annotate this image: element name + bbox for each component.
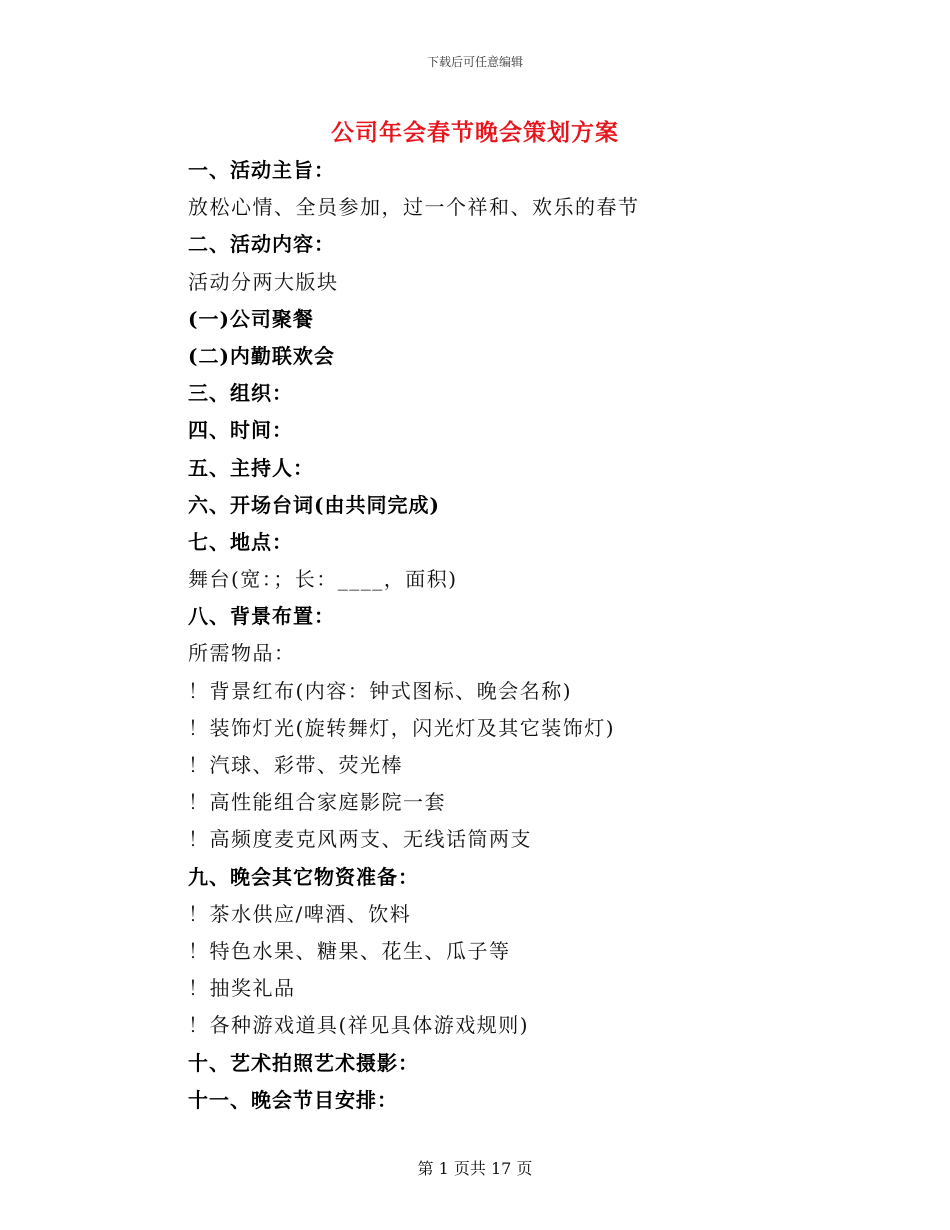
list-item: ！装饰灯光(旋转舞灯，闪光灯及其它装饰灯) [188,715,616,740]
list-item: ！高频度麦克风两支、无线话筒两支 [188,827,532,852]
page-number-footer: 第 1 页共 17 页 [417,1159,533,1178]
paragraph-required-items: 所需物品： [188,641,296,666]
paragraph-content: 活动分两大版块 [188,269,339,294]
section-heading-content: 二、活动内容： [188,232,335,257]
section-heading-photography: 十、艺术拍照艺术摄影： [188,1050,419,1075]
section-heading-supplies: 九、晚会其它物资准备： [188,864,419,889]
list-item: ！背景红布(内容：钟式图标、晚会名称) [188,678,573,703]
paragraph-purpose: 放松心情、全员参加，过一个祥和、欢乐的春节 [188,195,640,220]
section-heading-backdrop: 八、背景布置： [188,604,335,629]
section-heading-organization: 三、组织： [188,381,293,406]
document-title: 公司年会春节晚会策划方案 [331,119,619,146]
subheading-company-dinner: (一)公司聚餐 [188,306,314,331]
section-heading-program: 十一、晚会节目安排： [188,1087,398,1112]
list-item: ！特色水果、糖果、花生、瓜子等 [188,938,511,963]
list-item: ！高性能组合家庭影院一套 [188,790,446,815]
section-heading-opening-lines: 六、开场台词(由共同完成) [188,492,440,517]
section-heading-venue: 七、地点： [188,529,293,554]
section-heading-time: 四、时间： [188,418,293,443]
document-body [188,152,788,1119]
section-heading-host: 五、主持人： [188,455,314,480]
list-item: ！抽奖礼品 [188,976,296,1001]
list-item: ！各种游戏道具(祥见具体游戏规则) [188,1013,530,1038]
paragraph-stage: 舞台(宽：；长：____，面积) [188,567,458,592]
list-item: ！茶水供应/啤酒、饮料 [188,901,412,926]
subheading-staff-party: (二)内勤联欢会 [188,343,335,368]
page-header: 下载后可任意编辑 [426,55,523,69]
section-heading-purpose: 一、活动主旨： [188,158,335,182]
list-item: ！汽球、彩带、荧光棒 [188,753,403,777]
